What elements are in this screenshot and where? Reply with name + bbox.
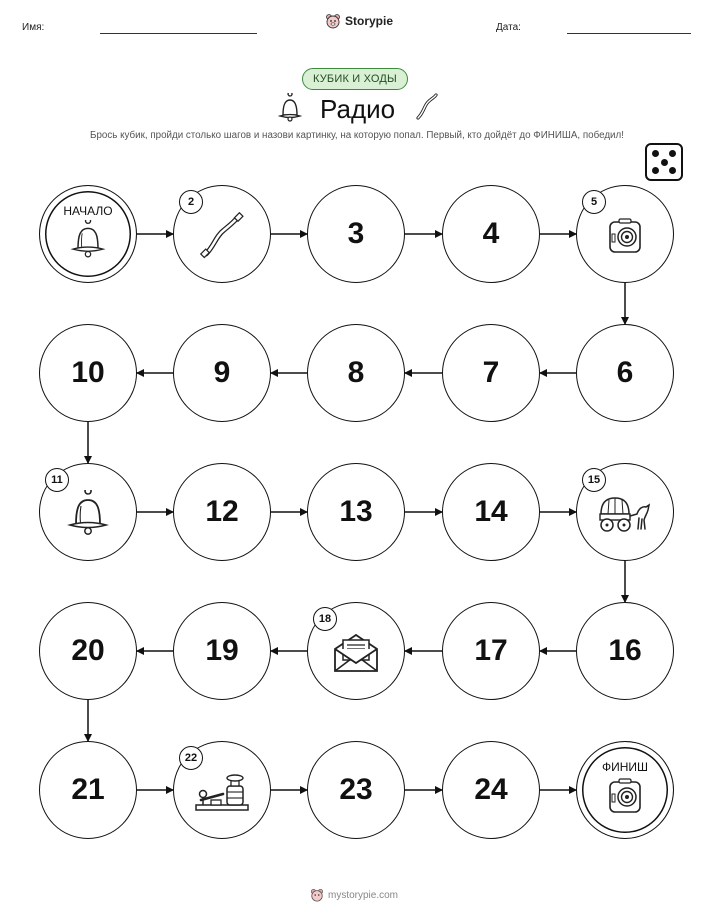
speaker-icon	[605, 776, 645, 821]
cell-number: 12	[205, 495, 239, 528]
name-label: Имя:	[22, 22, 45, 33]
start-label: НАЧАЛО	[63, 203, 113, 218]
cell-number: 6	[616, 356, 634, 389]
board-cell-8	[307, 324, 405, 422]
cell-number: 7	[482, 356, 500, 389]
finish-label: ФИНИШ	[601, 759, 649, 774]
board-cell-18	[307, 602, 405, 700]
cell-number: 24	[474, 773, 508, 806]
cell-number: 23	[339, 773, 373, 806]
board-cell-19	[173, 602, 271, 700]
wagon-icon	[597, 494, 653, 539]
cell-number: 20	[71, 634, 105, 667]
board-cell-6	[576, 324, 674, 422]
board-cell-17	[442, 602, 540, 700]
finish-cell	[576, 741, 674, 839]
board-cell-21	[39, 741, 137, 839]
bell-icon	[65, 490, 111, 543]
cell-number: 21	[71, 773, 105, 806]
board-cell-24	[442, 741, 540, 839]
cell-number: 14	[474, 495, 508, 528]
cell-number: 3	[347, 217, 365, 250]
cell-number-badge: 18	[313, 607, 337, 631]
cell-number-badge: 15	[582, 468, 606, 492]
footer	[310, 888, 398, 902]
board-cell-3	[307, 185, 405, 283]
envelope-icon	[331, 631, 381, 680]
wire-icon	[196, 210, 248, 267]
cell-number: 17	[474, 634, 508, 667]
board-cell-11	[39, 463, 137, 561]
board-cell-13	[307, 463, 405, 561]
speaker-icon	[605, 216, 645, 261]
board-cell-9	[173, 324, 271, 422]
cell-number-badge: 5	[582, 190, 606, 214]
cell-number: 19	[205, 634, 239, 667]
board-cell-7	[442, 324, 540, 422]
cell-number: 10	[71, 356, 105, 389]
date-label: Дата:	[496, 22, 521, 33]
board-cell-5	[576, 185, 674, 283]
board-cell-22	[173, 741, 271, 839]
board-cell-10	[39, 324, 137, 422]
cell-number: 16	[608, 634, 642, 667]
cell-number: 9	[213, 356, 231, 389]
bell-icon	[68, 220, 108, 265]
page-title: Радио	[320, 94, 396, 124]
board-cell-2	[173, 185, 271, 283]
cell-number-badge: 11	[45, 468, 69, 492]
board-cell-23	[307, 741, 405, 839]
brand-name: Storypie	[345, 14, 394, 28]
start-cell	[39, 185, 137, 283]
board-cell-20	[39, 602, 137, 700]
telegraph-icon	[193, 770, 251, 819]
cell-number-badge: 2	[179, 190, 203, 214]
category-badge: КУБИК И ХОДЫ	[302, 68, 408, 90]
cell-number: 8	[347, 356, 365, 389]
board-cell-14	[442, 463, 540, 561]
cell-number-badge: 22	[179, 746, 203, 770]
cell-number: 13	[339, 495, 373, 528]
footer-site[interactable]: mystorypie.com	[328, 889, 399, 901]
board-cell-16	[576, 602, 674, 700]
board-cell-12	[173, 463, 271, 561]
board-cell-4	[442, 185, 540, 283]
brand-mascot-icon	[310, 888, 324, 902]
board-cell-15	[576, 463, 674, 561]
instructions-text: Брось кубик, пройди столько шагов и назови картинку, на которую попал. Первый, кто дойдёт до ФИНИША, победил!	[90, 130, 624, 141]
cell-number: 4	[482, 217, 500, 250]
